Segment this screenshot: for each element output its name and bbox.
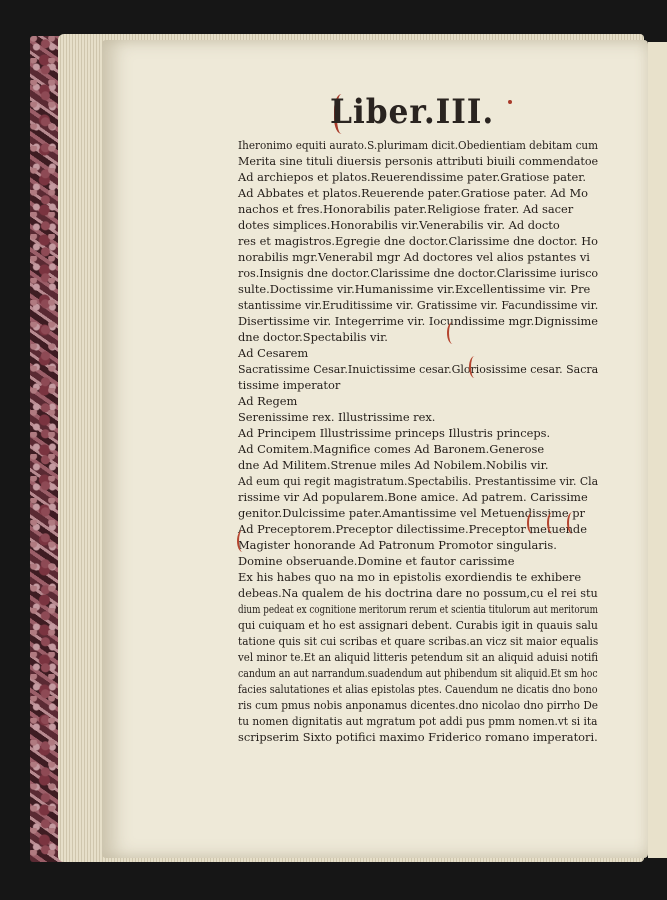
rubric-mark xyxy=(527,512,538,534)
text-line: Merita sine tituli diuersis personis attributi biuili commendatoe xyxy=(238,154,599,168)
text-line: Ex his habes quo na mo in epistolis exordiendis te exhibere xyxy=(238,570,582,584)
text-line: Serenissime rex. Illustrissime rex. xyxy=(238,410,436,424)
text-line: rissime vir Ad popularem.Bone amice. Ad patrem. Carissime xyxy=(238,490,588,504)
text-line: ros.Insignis dne doctor.Clarissime dne doctor.Clarissime iurisco xyxy=(238,266,599,280)
text-line: sulte.Doctissime vir.Humanissime vir.Excellentissime vir. Pre xyxy=(238,282,591,296)
text-line: genitor.Dulcissime pater.Amantissime vel Metuendissime pr xyxy=(238,506,585,520)
text-line: stantissime vir.Eruditissime vir. Gratissime vir. Facundissime vir. xyxy=(238,298,599,312)
text-line: Ad Preceptorem.Preceptor dilectissime.Preceptor metuende xyxy=(238,522,587,536)
text-line: dne doctor.Spectabilis vir. xyxy=(238,330,388,344)
text-line: Sacratissime Cesar.Inuictissime cesar.Gloriosissime cesar. Sacra xyxy=(238,362,599,376)
text-line: tatione quis sit cui scribas et quare scribas.an vicz sit maior equalis xyxy=(238,634,599,648)
text-line: Ad Abbates et platos.Reuerende pater.Gratiose pater. Ad Mo xyxy=(238,186,588,200)
text-line: dotes simplices.Honorabilis vir.Venerabilis vir. Ad docto xyxy=(238,218,560,232)
rubric-mark xyxy=(237,530,248,552)
text-line: Ad Cesarem xyxy=(238,346,309,360)
rubric-mark xyxy=(469,356,480,378)
text-line: Ad eum qui regit magistratum.Spectabilis. Prestantissime vir. Cla xyxy=(238,474,599,488)
text-line: scripserim Sixto potifici maximo Friderico romano imperatori. xyxy=(238,730,598,744)
rubric-mark xyxy=(567,512,578,534)
rubric-dot xyxy=(508,100,512,104)
text-line: dium pedeat ex cognitione meritorum rerum et scientia titulorum aut meritorum xyxy=(238,602,598,616)
text-line: Ad Comitem.Magnifice comes Ad Baronem.Generose xyxy=(238,442,545,456)
text-line: facies salutationes et alias epistolas ptes. Cauendum ne dicatis dno bono xyxy=(238,682,598,696)
text-line: Domine obseruande.Domine et fautor carissime xyxy=(238,554,515,568)
text-line: Ad Principem Illustrissime princeps Illustris princeps. xyxy=(238,426,551,440)
facing-page-edge xyxy=(648,42,667,858)
page-heading: Liber.III. xyxy=(330,92,495,132)
text-line: nachos et fres.Honorabilis pater.Religiose frater. Ad sacer xyxy=(238,202,574,216)
text-line: ris cum pmus nobis anponamus dicentes.dno nicolao dno pirrho De xyxy=(238,698,599,712)
text-line: tissime imperator xyxy=(238,378,341,392)
text-line: Magister honorande Ad Patronum Promotor singularis. xyxy=(238,538,557,552)
text-line: res et magistros.Egregie dne doctor.Clarissime dne doctor. Ho xyxy=(238,234,598,248)
text-line: tu nomen dignitatis aut mgratum pot addi pus pmm nomen.vt si ita xyxy=(238,714,598,728)
rubric-mark xyxy=(547,512,558,534)
text-line: dne Ad Militem.Strenue miles Ad Nobilem.Nobilis vir. xyxy=(238,458,549,472)
text-line: Ad Regem xyxy=(238,394,298,408)
rubric-mark xyxy=(447,322,458,344)
text-line: candum an aut narrandum.suadendum aut phibendum sit aliquid.Et sm hoc xyxy=(238,666,598,680)
text-line: Iheronimo equiti aurato.S.plurimam dicit.Obedientiam debitam cum xyxy=(238,138,598,152)
text-line: norabilis mgr.Venerabil mgr Ad doctores vel alios pstantes vi xyxy=(238,250,590,264)
text-line: Disertissime vir. Integerrime vir. Iocundissime mgr.Dignissime xyxy=(238,314,599,328)
text-line: Ad archiepos et platos.Reuerendissime pater.Gratiose pater. xyxy=(238,170,587,184)
text-line: debeas.Na qualem de his doctrina dare no possum,cu el rei stu xyxy=(238,586,598,600)
text-line: vel minor te.Et an aliquid litteris petendum sit an aliquid aduisi notifi xyxy=(238,650,599,664)
text-line: qui cuiquam et ho est assignari debent. Curabis igit in quauis salu xyxy=(238,618,598,632)
